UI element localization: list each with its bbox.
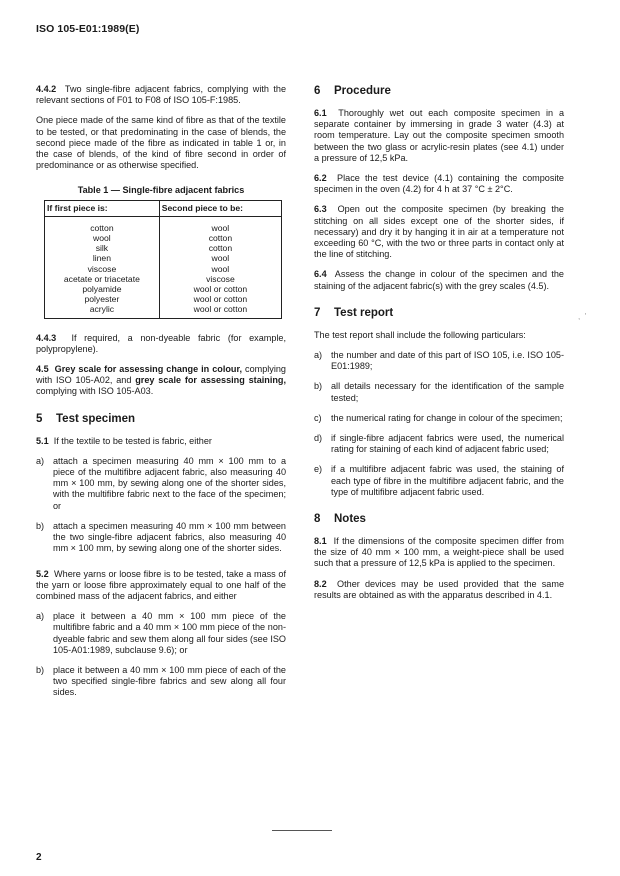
table-cell: polyamide — [82, 284, 122, 295]
table-caption: Table 1 — Single-fibre adjacent fabrics — [77, 185, 245, 196]
table-cell: cotton — [90, 222, 114, 233]
table-cell: polyester — [84, 294, 120, 305]
table-cell: silk — [95, 243, 109, 254]
fibre-table — [44, 200, 282, 319]
clause-6-2: 6.2 Place the test device (4.1) containing the composite specimen in the oven (4.2) for 4 h at 37 °C ± 2°C. — [314, 173, 564, 195]
clause-4-5: 4.5 Grey scale for assessing change in colour, complying with ISO 105-A02, and grey scale for assessing staining, complying with ISO 105-A03. — [36, 364, 286, 397]
table-col-second — [159, 216, 281, 318]
table-cell: viscose — [206, 273, 235, 284]
table-cell: wool or cotton — [193, 284, 248, 295]
list-item: b) all details necessary for the identification of the sample tested; — [314, 381, 564, 403]
table-cell: wool — [211, 222, 230, 233]
clause-6-4: 6.4 Assess the change in colour of the specimen and the staining of the adjacent fabric(s) with the grey scales (4.5). — [314, 269, 564, 291]
document-header: ISO 105-E01:1989(E) — [36, 23, 140, 35]
table-cell: acrylic — [89, 304, 115, 315]
clause-5-2: 5.2 Where yarns or loose fibre is to be tested, take a mass of the yarn or loose fibre approximately equal to one half of the combined mass of the adjacent fabrics, and either — [36, 568, 286, 601]
list-item: c) the numerical rating for change in colour of the specimen; — [314, 412, 563, 423]
section-8-heading: 8 Notes — [314, 513, 366, 526]
table-col-first — [45, 216, 160, 318]
table-cell: viscose — [87, 263, 117, 274]
clause-6-1: 6.1 Thoroughly wet out each composite specimen in a separate container by immersing in grade 3 water (4.3) at room temperature. Lay out the composite specimen smooth between the two glass or acrylic-resin plates (see 4.1) under a pressure of 12,5 kPa. — [314, 108, 565, 163]
section-7-heading: 7 Test report — [314, 306, 394, 319]
list-item: b) place it between a 40 mm × 100 mm piece of each of the two specified single-fibre fabrics and sew along all four sides. — [36, 664, 286, 698]
table-cell: wool or cotton — [193, 294, 248, 305]
table-header-second: Second piece to be: — [159, 200, 281, 216]
section-5-heading: 5 Test specimen — [36, 412, 136, 425]
margin-mark: , ' — [578, 312, 587, 321]
list-item: a) place it between a 40 mm × 100 mm piece of the multifibre fabric and a 40 mm × 100 mm piece of the non-dyeable fabric and sew them along all four sides (see ISO 105-A01:1989, subclause 9.6); or — [36, 611, 286, 655]
table-cell: acetate or triacetate — [63, 273, 140, 284]
report-intro: The test report shall include the following particulars: — [314, 329, 526, 340]
table-cell: wool — [211, 253, 230, 264]
table-header-first: If first piece is: — [45, 200, 160, 216]
clause-8-1: 8.1 If the dimensions of the composite specimen differ from the size of 40 mm × 100 mm, a weight-piece shall be used such that a pressure of 12,5 kPa is applied to the specimen. — [314, 536, 564, 569]
clause-8-2: 8.2 Other devices may be used provided that the same results are obtained as with the apparatus described in 4.1. — [314, 578, 565, 600]
section-6-heading: 6 Procedure — [314, 85, 391, 97]
table-cell: cotton — [208, 243, 233, 254]
list-item: a) attach a specimen measuring 40 mm × 100 mm to a piece of the multifibre adjacent fabric, also measuring 40 mm × 100 mm, by sewing along one of the shorter sides, with the multifibre fabric next to the face of the specimen; or — [36, 455, 286, 511]
clause-5-1: 5.1 If the textile to be tested is fabric, either — [36, 435, 212, 446]
table-cell: linen — [92, 253, 111, 264]
right-column — [314, 84, 564, 610]
table-cell: wool — [211, 263, 230, 274]
footer-rule — [272, 830, 332, 831]
list-item: a) the number and date of this part of ISO 105, i.e. ISO 105-E01:1989; — [314, 350, 564, 372]
clause-4-4-3: 4.4.3 If required, a non-dyeable fabric (for example, polypropylene). — [36, 332, 286, 354]
table-cell: wool or cotton — [193, 304, 248, 315]
page-number: 2 — [36, 852, 42, 863]
list-item: d) if single-fibre adjacent fabrics were used, the numerical rating for staining of each kind of adjacent fabric used; — [314, 433, 564, 455]
table-cell: cotton — [208, 233, 233, 244]
clause-6-3: 6.3 Open out the composite specimen (by breaking the stitching on all sides except one of the shorter sides, if necessary) and dry it by hanging it in air at a temperature not exceeding 60 °C, with the two or three parts in contact only at the line of stitching. — [314, 204, 564, 260]
table-cell: wool — [93, 233, 111, 244]
left-column — [36, 84, 286, 708]
clause-4-4-2: 4.4.2 Two single-fibre adjacent fabrics, complying with the relevant sections of F01 to F08 of ISO 105-F:1985. — [36, 84, 286, 106]
list-item: b) attach a specimen measuring 40 mm × 100 mm between the two single-fibre adjacent fabrics, also measuring 40 mm × 100 mm, by sewing along one of the shorter sides. — [36, 520, 286, 554]
clause-4-4-2-text: One piece made of the same kind of fibre as that of the textile to be tested, or that predominating in the case of blends, the second piece made of the fibre as indicated in table 1 or, in the case of blends, of the kind of fibre second in order of predominance or as otherwise specified. — [36, 115, 286, 171]
list-item: e) if a multifibre adjacent fabric was used, the staining of each type of fibre in the multifibre adjacent fabric, and the type of multifibre adjacent fabric used. — [314, 464, 564, 497]
